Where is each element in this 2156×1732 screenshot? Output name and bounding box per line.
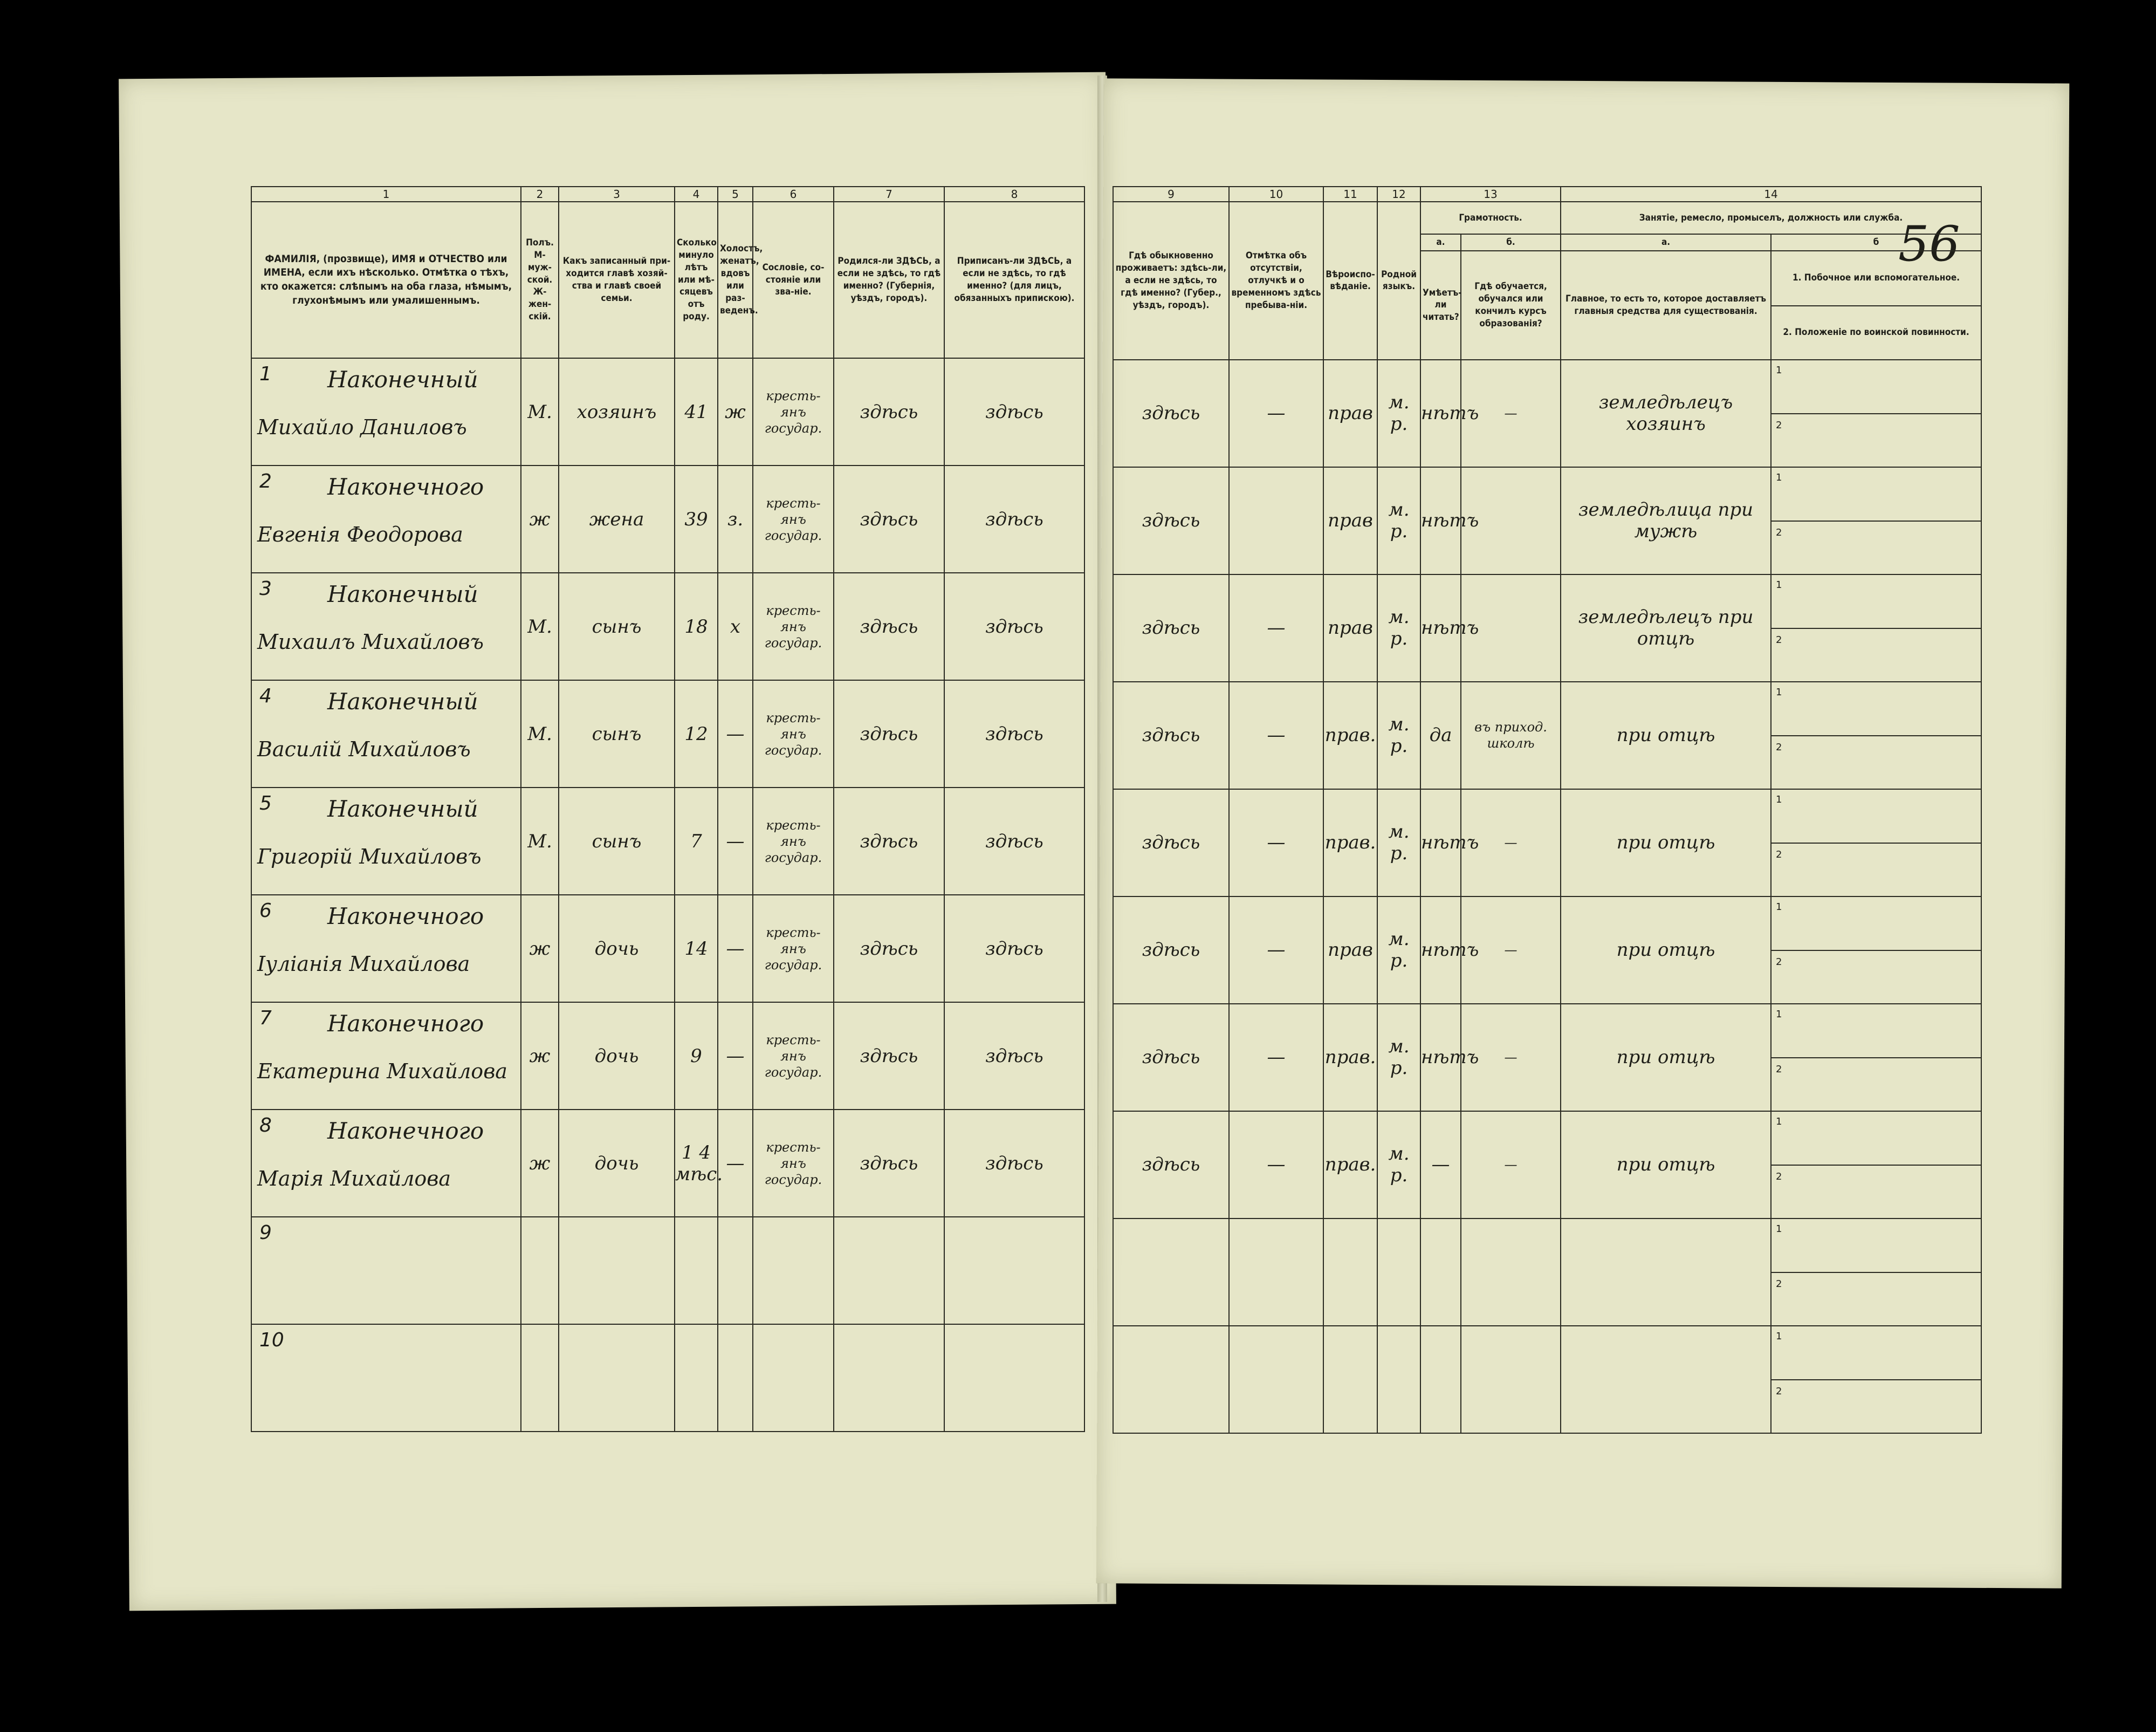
subheader-letter: а. <box>1420 234 1461 251</box>
col-number: 14 <box>1561 187 1981 202</box>
divider <box>1772 413 1981 414</box>
sub-label: 1 <box>1776 686 1782 698</box>
secondary-occupation-cell <box>1771 467 1981 574</box>
born-cell <box>834 1324 944 1432</box>
secondary-occupation-cell <box>1771 682 1981 789</box>
residence-cell: здѣсь <box>1113 896 1229 1004</box>
subheader-letter: б. <box>1461 234 1561 251</box>
secondary-occupation-cell <box>1771 360 1981 467</box>
marital-cell: х <box>718 573 753 680</box>
header-name: ФАМИЛІЯ, (прозвище), ИМЯ и ОТЧЕСТВО или ИМЕНА, если ихъ нѣсколько. Отмѣтка о тѣхъ, кто окажется: слѣпымъ на оба глаза, нѣмымъ, глухонѣмымъ или умалишеннымъ. <box>251 202 521 358</box>
sex-cell <box>521 1217 559 1324</box>
born-cell: здѣсь <box>834 1110 944 1217</box>
header-relation: Какъ записанный при-ходится главѣ хозяй-ства и главѣ своей семьи. <box>559 202 675 358</box>
sub-label: 1 <box>1776 1223 1782 1235</box>
absence-cell <box>1229 467 1323 574</box>
right-census-table <box>1113 186 1982 1434</box>
person-row <box>1113 789 1981 896</box>
literacy-cell: нѣтъ <box>1420 467 1461 574</box>
language-cell: м. р. <box>1377 1004 1420 1111</box>
absence-cell <box>1229 1218 1323 1326</box>
education-cell: — <box>1461 789 1561 896</box>
header-sex: Полъ. М-муж-ской. Ж-жен-скій. <box>521 202 559 358</box>
col-number: 5 <box>718 187 753 202</box>
header-can-read: Умѣетъ-ли читать? <box>1420 251 1461 360</box>
literacy-cell: нѣтъ <box>1420 1004 1461 1111</box>
person-row <box>251 465 1084 573</box>
divider <box>1772 1057 1981 1058</box>
divider <box>1772 735 1981 736</box>
person-row <box>251 895 1084 1002</box>
header-residence: Гдѣ обыкновенно проживаетъ: здѣсь-ли, а если не здѣсь, то гдѣ именно? (Губер., уѣздъ, городъ). <box>1113 202 1229 360</box>
marital-cell: з. <box>718 465 753 573</box>
estate-cell: кресть-янъ государ. <box>753 895 834 1002</box>
registered-cell: здѣсь <box>944 573 1084 680</box>
sub-label: 2 <box>1776 741 1782 753</box>
estate-cell: кресть-янъ государ. <box>753 788 834 895</box>
col-number: 10 <box>1229 187 1323 202</box>
education-cell <box>1461 1218 1561 1326</box>
secondary-occupation-cell <box>1771 1218 1981 1326</box>
person-row <box>251 1324 1084 1432</box>
header-secondary-occupation <box>1771 251 1981 360</box>
row-number: 6 <box>259 900 272 922</box>
religion-cell: прав. <box>1323 1111 1377 1218</box>
row-number: 4 <box>259 685 272 707</box>
divider <box>1772 1165 1981 1166</box>
sex-cell: ж <box>521 465 559 573</box>
person-row <box>251 573 1084 680</box>
literacy-cell: — <box>1420 1111 1461 1218</box>
occupation-cell: земледѣлецъ хозяинъ <box>1561 360 1771 467</box>
person-row <box>251 1002 1084 1110</box>
name-cell <box>251 895 521 1002</box>
marital-cell: — <box>718 680 753 788</box>
absence-cell: — <box>1229 896 1323 1004</box>
row-number: 2 <box>259 470 272 492</box>
education-cell: — <box>1461 1111 1561 1218</box>
header-registered: Приписанъ-ли ЗДѢСЬ, а если не здѣсь, то гдѣ именно? (для лицъ, обязанныхъ припискою). <box>944 202 1084 358</box>
age-cell: 12 <box>675 680 718 788</box>
person-row <box>251 680 1084 788</box>
age-cell: 1 4 мѣс. <box>675 1110 718 1217</box>
relation-cell: сынъ <box>559 680 675 788</box>
literacy-cell: нѣтъ <box>1420 896 1461 1004</box>
marital-cell <box>718 1217 753 1324</box>
born-cell: здѣсь <box>834 895 944 1002</box>
religion-cell: прав. <box>1323 682 1377 789</box>
religion-cell: прав. <box>1323 789 1377 896</box>
sub-label: 1 <box>1776 579 1782 591</box>
marital-cell: — <box>718 895 753 1002</box>
relation-cell: хозяинъ <box>559 358 675 465</box>
divider <box>1772 843 1981 844</box>
divider <box>1772 521 1981 522</box>
name-cell <box>251 358 521 465</box>
registered-cell <box>944 1324 1084 1432</box>
language-cell: м. р. <box>1377 682 1420 789</box>
absence-cell: — <box>1229 789 1323 896</box>
person-row <box>1113 1111 1981 1218</box>
relation-cell: сынъ <box>559 788 675 895</box>
row-number: 3 <box>259 578 272 600</box>
sub-label: 2 <box>1776 1385 1782 1397</box>
sex-cell: М. <box>521 788 559 895</box>
surname: Наконечного <box>327 1118 484 1144</box>
age-cell: 9 <box>675 1002 718 1110</box>
language-cell: м. р. <box>1377 1111 1420 1218</box>
row-number: 8 <box>259 1114 272 1137</box>
registered-cell: здѣсь <box>944 1002 1084 1110</box>
occupation-cell: земледѣлица при мужѣ <box>1561 467 1771 574</box>
sub-label: 1 <box>1776 901 1782 913</box>
name-cell <box>251 1110 521 1217</box>
language-cell: м. р. <box>1377 789 1420 896</box>
education-cell: — <box>1461 896 1561 1004</box>
right-column-group-headers <box>1113 202 1981 234</box>
col-number: 6 <box>753 187 834 202</box>
occupation-cell: при отцѣ <box>1561 1004 1771 1111</box>
secondary-occupation-cell <box>1771 1111 1981 1218</box>
sub-label: 2 <box>1776 526 1782 538</box>
sex-cell: ж <box>521 895 559 1002</box>
surname: Наконечный <box>327 581 478 607</box>
residence-cell: здѣсь <box>1113 360 1229 467</box>
born-cell: здѣсь <box>834 1002 944 1110</box>
religion-cell: прав <box>1323 574 1377 682</box>
sub-label: 1 <box>1776 1115 1782 1127</box>
col-number: 8 <box>944 187 1084 202</box>
residence-cell: здѣсь <box>1113 1111 1229 1218</box>
occupation-cell: при отцѣ <box>1561 789 1771 896</box>
surname: Наконечного <box>327 474 484 500</box>
sub-label: 1 <box>1776 471 1782 483</box>
person-row <box>251 1110 1084 1217</box>
registered-cell: здѣсь <box>944 788 1084 895</box>
residence-cell: здѣсь <box>1113 574 1229 682</box>
born-cell: здѣсь <box>834 573 944 680</box>
literacy-cell <box>1420 1218 1461 1326</box>
language-cell: м. р. <box>1377 896 1420 1004</box>
divider <box>1772 1379 1981 1380</box>
occupation-cell: земледѣлецъ при отцѣ <box>1561 574 1771 682</box>
col-number: 12 <box>1377 187 1420 202</box>
born-cell <box>834 1217 944 1324</box>
absence-cell: — <box>1229 360 1323 467</box>
header-literacy: Грамотность. <box>1420 202 1561 234</box>
handwritten-page-number: 56 <box>1898 216 1960 272</box>
left-column-numbers <box>251 187 1084 202</box>
name-cell <box>251 680 521 788</box>
residence-cell: здѣсь <box>1113 1004 1229 1111</box>
marital-cell: — <box>718 1002 753 1110</box>
absence-cell: — <box>1229 1111 1323 1218</box>
header-absence: Отмѣтка объ отсутствіи, отлучкѣ и о временномъ здѣсь пребыва-ніи. <box>1229 202 1323 360</box>
divider <box>1772 950 1981 951</box>
header-occupation: Занятіе, ремесло, промыселъ, должность или служба. <box>1561 202 1981 234</box>
sex-cell: М. <box>521 573 559 680</box>
subheader-letter: б <box>1771 234 1981 251</box>
sub-label: 2 <box>1776 419 1782 431</box>
language-cell: м. р. <box>1377 360 1420 467</box>
given-name: Екатерина Михайлова <box>257 1059 507 1083</box>
relation-cell: дочь <box>559 895 675 1002</box>
person-row <box>1113 574 1981 682</box>
age-cell <box>675 1217 718 1324</box>
age-cell: 18 <box>675 573 718 680</box>
born-cell: здѣсь <box>834 358 944 465</box>
estate-cell: кресть-янъ государ. <box>753 465 834 573</box>
given-name: Евгенія Феодорова <box>257 523 463 546</box>
sub-label: 1 <box>1776 793 1782 805</box>
estate-cell: кресть-янъ государ. <box>753 680 834 788</box>
estate-cell <box>753 1217 834 1324</box>
literacy-cell: нѣтъ <box>1420 574 1461 682</box>
religion-cell: прав. <box>1323 1004 1377 1111</box>
sex-cell: М. <box>521 680 559 788</box>
left-column-headers <box>251 202 1084 358</box>
religion-cell <box>1323 1218 1377 1326</box>
sex-cell: ж <box>521 1002 559 1110</box>
literacy-cell <box>1420 1326 1461 1433</box>
estate-cell: кресть-янъ государ. <box>753 573 834 680</box>
secondary-occupation-cell <box>1771 1326 1981 1433</box>
relation-cell <box>559 1324 675 1432</box>
col-number: 2 <box>521 187 559 202</box>
person-row <box>1113 896 1981 1004</box>
marital-cell: — <box>718 1110 753 1217</box>
age-cell: 39 <box>675 465 718 573</box>
sub-label: 2 <box>1776 956 1782 968</box>
age-cell <box>675 1324 718 1432</box>
person-row <box>251 788 1084 895</box>
surname: Наконечного <box>327 903 484 929</box>
sub-label: 1 <box>1776 1008 1782 1020</box>
residence-cell: здѣсь <box>1113 467 1229 574</box>
language-cell <box>1377 1218 1420 1326</box>
education-cell <box>1461 1326 1561 1433</box>
residence-cell <box>1113 1326 1229 1433</box>
name-cell <box>251 465 521 573</box>
given-name: Василій Михайловъ <box>257 737 471 761</box>
divider <box>1772 1272 1981 1273</box>
surname: Наконечный <box>327 688 478 715</box>
marital-cell: — <box>718 788 753 895</box>
name-cell <box>251 573 521 680</box>
estate-cell: кресть-янъ государ. <box>753 1110 834 1217</box>
age-cell: 41 <box>675 358 718 465</box>
person-row <box>1113 360 1981 467</box>
sub-label: 2 <box>1776 634 1782 646</box>
religion-cell <box>1323 1326 1377 1433</box>
name-cell <box>251 1217 521 1324</box>
col-number: 9 <box>1113 187 1229 202</box>
row-number: 9 <box>259 1222 272 1244</box>
residence-cell: здѣсь <box>1113 789 1229 896</box>
relation-cell <box>559 1217 675 1324</box>
residence-cell <box>1113 1218 1229 1326</box>
sub-label: 2 <box>1776 848 1782 860</box>
subheader-letter: а. <box>1561 234 1771 251</box>
given-name: Марія Михайлова <box>257 1167 451 1190</box>
literacy-cell: нѣтъ <box>1420 789 1461 896</box>
registered-cell: здѣсь <box>944 895 1084 1002</box>
born-cell: здѣсь <box>834 465 944 573</box>
absence-cell <box>1229 1326 1323 1433</box>
sub-label: 2 <box>1776 1170 1782 1182</box>
surname: Наконечный <box>327 366 478 393</box>
right-column-numbers <box>1113 187 1981 202</box>
absence-cell: — <box>1229 682 1323 789</box>
literacy-cell: да <box>1420 682 1461 789</box>
registered-cell: здѣсь <box>944 680 1084 788</box>
person-row <box>1113 1218 1981 1326</box>
sex-cell <box>521 1324 559 1432</box>
religion-cell: прав <box>1323 467 1377 574</box>
sex-cell: ж <box>521 1110 559 1217</box>
given-name: Григорій Михайловъ <box>257 845 482 868</box>
person-row <box>1113 1326 1981 1433</box>
secondary-occupation-cell <box>1771 789 1981 896</box>
header-main-occupation: Главное, то есть то, которое доставляетъ главныя средства для существованія. <box>1561 251 1771 360</box>
header-religion: Вѣроиспо-вѣданіе. <box>1323 202 1377 360</box>
religion-cell: прав <box>1323 360 1377 467</box>
estate-cell: кресть-янъ государ. <box>753 1002 834 1110</box>
sex-cell: М. <box>521 358 559 465</box>
person-row <box>1113 682 1981 789</box>
given-name: Михаилъ Михайловъ <box>257 630 484 654</box>
education-cell: въ приход. школѣ <box>1461 682 1561 789</box>
person-row <box>1113 467 1981 574</box>
header-age: Сколько минуло лѣтъ или мѣ-сяцевъ отъ роду. <box>675 202 718 358</box>
estate-cell <box>753 1324 834 1432</box>
language-cell <box>1377 1326 1420 1433</box>
language-cell: м. р. <box>1377 467 1420 574</box>
residence-cell: здѣсь <box>1113 682 1229 789</box>
secondary-occupation-cell <box>1771 1004 1981 1111</box>
estate-cell: кресть-янъ государ. <box>753 358 834 465</box>
marital-cell <box>718 1324 753 1432</box>
header-marital: Холостъ, женатъ, вдовъ или раз-веденъ. <box>718 202 753 358</box>
header-secondary: 1. Побочное или вспомогательное. <box>1772 251 1981 306</box>
header-born: Родился-ли ЗДѢСЬ, а если не здѣсь, то гдѣ именно? (Губернія, уѣздъ, городъ). <box>834 202 944 358</box>
registered-cell: здѣсь <box>944 358 1084 465</box>
row-number: 7 <box>259 1007 272 1029</box>
surname: Наконечный <box>327 796 478 822</box>
given-name: Іуліанія Михайлова <box>257 952 470 976</box>
registered-cell <box>944 1217 1084 1324</box>
header-language: Родной языкъ. <box>1377 202 1420 360</box>
language-cell: м. р. <box>1377 574 1420 682</box>
header-education: Гдѣ обучается, обучался или кончилъ курсъ образованія? <box>1461 251 1561 360</box>
col-number: 13 <box>1420 187 1561 202</box>
col-number: 11 <box>1323 187 1377 202</box>
person-row <box>1113 1004 1981 1111</box>
col-number: 7 <box>834 187 944 202</box>
occupation-cell: при отцѣ <box>1561 1111 1771 1218</box>
relation-cell: жена <box>559 465 675 573</box>
age-cell: 14 <box>675 895 718 1002</box>
given-name: Михайло Даниловъ <box>257 415 467 439</box>
secondary-occupation-cell <box>1771 574 1981 682</box>
marital-cell: ж <box>718 358 753 465</box>
name-cell <box>251 1002 521 1110</box>
row-number: 10 <box>259 1329 284 1351</box>
surname: Наконечного <box>327 1010 484 1037</box>
col-number: 1 <box>251 187 521 202</box>
sub-label: 1 <box>1776 364 1782 376</box>
relation-cell: сынъ <box>559 573 675 680</box>
registered-cell: здѣсь <box>944 465 1084 573</box>
education-cell: — <box>1461 360 1561 467</box>
person-row <box>251 358 1084 465</box>
absence-cell: — <box>1229 1004 1323 1111</box>
col-number: 3 <box>559 187 675 202</box>
row-number: 1 <box>259 363 272 385</box>
secondary-occupation-cell <box>1771 896 1981 1004</box>
literacy-cell: нѣтъ <box>1420 360 1461 467</box>
relation-cell: дочь <box>559 1110 675 1217</box>
name-cell <box>251 1324 521 1432</box>
header-estate: Сословіе, со-стояніе или зва-ніе. <box>753 202 834 358</box>
religion-cell: прав <box>1323 896 1377 1004</box>
row-number: 5 <box>259 792 272 814</box>
person-row <box>251 1217 1084 1324</box>
name-cell <box>251 788 521 895</box>
age-cell: 7 <box>675 788 718 895</box>
registered-cell: здѣсь <box>944 1110 1084 1217</box>
relation-cell: дочь <box>559 1002 675 1110</box>
divider <box>1772 628 1981 629</box>
sub-label: 2 <box>1776 1278 1782 1290</box>
left-census-table <box>251 186 1085 1432</box>
col-number: 4 <box>675 187 718 202</box>
born-cell: здѣсь <box>834 680 944 788</box>
absence-cell: — <box>1229 574 1323 682</box>
born-cell: здѣсь <box>834 788 944 895</box>
occupation-cell <box>1561 1218 1771 1326</box>
occupation-cell: при отцѣ <box>1561 896 1771 1004</box>
occupation-cell <box>1561 1326 1771 1433</box>
education-cell: — <box>1461 1004 1561 1111</box>
occupation-cell: при отцѣ <box>1561 682 1771 789</box>
header-military: 2. Положеніе по воинской повинности. <box>1783 327 1969 338</box>
sub-label: 2 <box>1776 1063 1782 1075</box>
sub-label: 1 <box>1776 1330 1782 1342</box>
